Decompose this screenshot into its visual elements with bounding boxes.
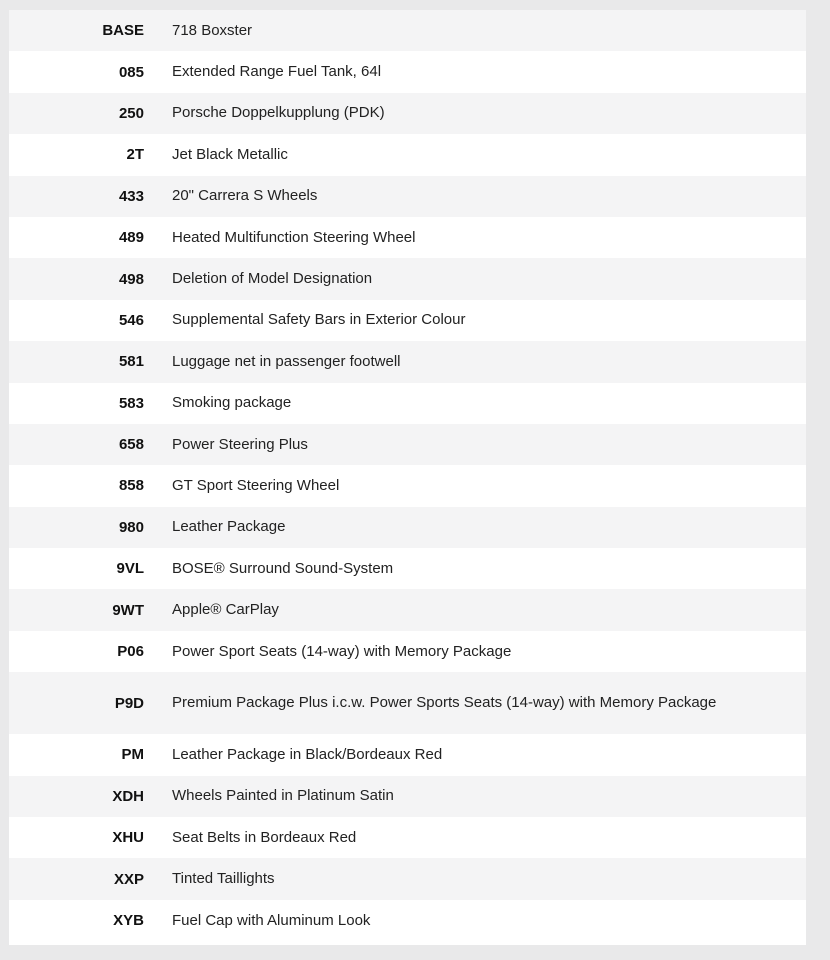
option-code: 546 [118,311,144,329]
option-code: 658 [118,436,144,454]
option-code: 980 [118,518,144,536]
option-description: Fuel Cap with Aluminum Look [172,911,371,929]
options-table-container [9,10,806,945]
table-row [9,341,806,382]
option-description: GT Sport Steering Wheel [172,476,340,494]
table-row [9,900,806,941]
option-code: 250 [118,104,144,122]
option-description: Apple® CarPlay [172,601,279,619]
table-row [9,817,806,858]
option-code: 9VL [116,560,144,578]
table-row [9,734,806,775]
option-description: Smoking package [172,394,292,412]
option-description: 20" Carrera S Wheels [172,187,318,205]
option-code: XXP [113,870,144,888]
table-row [9,93,806,134]
option-code: 581 [118,353,144,371]
option-description: Power Steering Plus [172,435,308,453]
table-row [9,258,806,299]
option-code: XDH [112,787,144,805]
table-row [9,507,806,548]
table-row [9,465,806,506]
table-row [9,548,806,589]
option-code: 583 [118,394,144,412]
table-row [9,10,806,51]
table-row [9,424,806,465]
option-description: BOSE® Surround Sound-System [172,559,394,577]
option-description: Supplemental Safety Bars in Exterior Colour [172,311,466,329]
option-code: 9WT [112,601,144,619]
table-row [9,176,806,217]
option-code: 2T [126,146,144,164]
table-row [9,858,806,899]
option-code: 489 [118,229,144,247]
table-row [9,589,806,630]
table-row [9,672,806,734]
option-code: XHU [112,829,144,847]
option-code: PM [121,746,144,764]
table-row [9,631,806,672]
table-row [9,776,806,817]
option-description: 718 Boxster [172,21,253,39]
option-code: P9D [114,694,144,712]
option-description: Jet Black Metallic [172,145,288,163]
option-code: 085 [118,63,144,81]
option-code: 498 [118,270,144,288]
option-description: Deletion of Model Designation [172,270,373,288]
option-description: Leather Package [172,518,286,536]
option-description: Heated Multifunction Steering Wheel [172,228,416,246]
option-description: Tinted Taillights [172,870,275,888]
option-description: Power Sport Seats (14-way) with Memory Package [172,642,512,660]
table-row [9,51,806,92]
option-description: Luggage net in passenger footwell [172,352,401,370]
options-table [9,10,806,941]
option-description: Premium Package Plus i.c.w. Power Sports Seats (14-way) with Memory Package [172,694,717,712]
table-row [9,300,806,341]
option-code: BASE [102,22,144,40]
option-code: P06 [117,643,144,661]
option-code: 858 [118,477,144,495]
option-description: Porsche Doppelkupplung (PDK) [172,104,385,122]
table-row [9,134,806,175]
option-description: Seat Belts in Bordeaux Red [172,828,357,846]
table-row [9,383,806,424]
option-description: Leather Package in Black/Bordeaux Red [172,745,443,763]
option-description: Wheels Painted in Platinum Satin [172,787,394,805]
option-code: 433 [118,187,144,205]
table-row [9,217,806,258]
option-description: Extended Range Fuel Tank, 64l [172,63,382,81]
option-code: XYB [113,912,144,929]
